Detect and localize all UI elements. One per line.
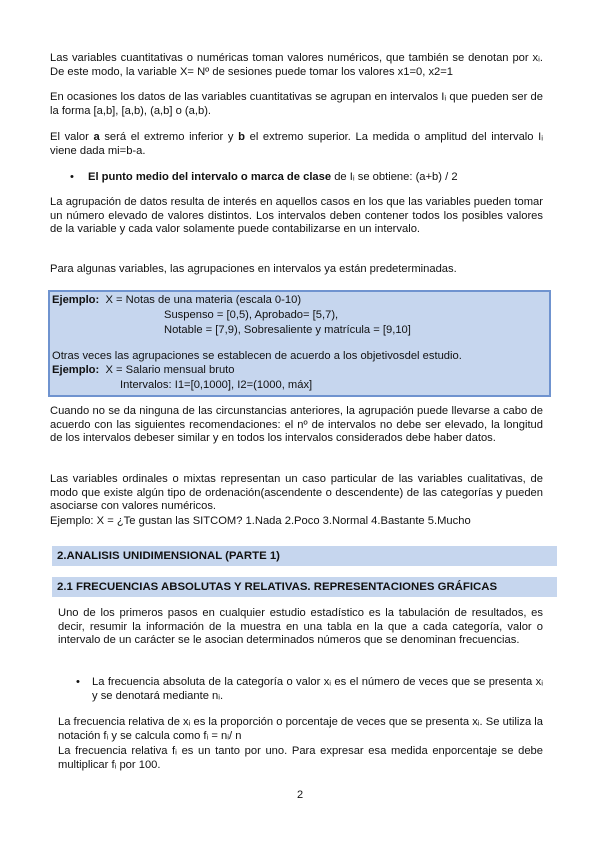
example-label: Ejemplo: (52, 294, 100, 306)
example-line-6: Intervalos: I1=[0,1000], I2=(1000, máx] (120, 379, 313, 391)
paragraph-tabulacion: Uno de los primeros pasos en cualquier estudio estadístico es la tabulación de resultados, es decir, resumir la información de la muestra en una tabla en la que a cada categoría, valor o intervalo de un carácter se le asocian determinados números que se denominan frecuencias. (58, 607, 543, 647)
page-number: 2 (296, 789, 304, 801)
paragraph-tanto-por-uno: La frecuencia relativa fᵢ es un tanto por uno. Para expresar esa medida enporcentaje se debe multiplicar fᵢ por 100. (58, 745, 543, 771)
paragraph-variables-cuantitativas: Las variables cuantitativas o numéricas toman valores numéricos, que también se denotan por xᵢ. De este modo, la variable X= Nº de sesiones puede tomar los valores x1=0, x2=1 (50, 52, 543, 78)
bullet-text: de Iᵢ se obtiene: (a+b) / 2 (331, 171, 458, 183)
bold-b: b (238, 131, 245, 143)
bullet-frecuencia-absoluta: La frecuencia absoluta de la categoría o valor xᵢ es el número de veces que se presenta xᵢ y se denotará mediante nᵢ. (92, 676, 543, 702)
section-heading-frecuencias: 2.1 FRECUENCIAS ABSOLUTAS Y RELATIVAS. REPRESENTACIONES GRÁFICAS (52, 577, 557, 597)
bullet-bold-text: El punto medio del intervalo o marca de clase (88, 171, 332, 183)
example-label: Ejemplo: (52, 364, 100, 376)
example-line-5 (52, 364, 235, 378)
paragraph-predeterminadas: Para algunas variables, las agrupaciones en intervalos ya están predeterminadas. (50, 263, 457, 275)
example-line-3: Notable = [7,9), Sobresaliente y matrícula = [9,10] (164, 324, 411, 336)
text-fragment: será el extremo inferior y (99, 131, 239, 143)
paragraph-ejemplo-sitcom: Ejemplo: X = ¿Te gustan las SITCOM? 1.Nada 2.Poco 3.Normal 4.Bastante 5.Mucho (50, 515, 471, 527)
bullet-punto-medio (88, 171, 548, 185)
paragraph-recomendaciones: Cuando no se da ninguna de las circunstancias anteriores, la agrupación puede llevarse a cabo de acuerdo con las siguientes recomendaciones: el nº de intervalos no debe ser elevado, la longitud de los intervalos debeser similar y en todos los intervalos considerados debe haber datos. (50, 405, 543, 445)
paragraph-agrupacion: La agrupación de datos resulta de interés en aquellos casos en los que las variables pueden tomar un número elevado de valores distintos. Los intervalos deben contener todos los posibles valores de la variable y cada valor solamente puede contabilizarse en un intervalo. (50, 196, 543, 236)
example-text: X = Notas de una materia (escala 0-10) (105, 294, 302, 306)
paragraph-ordinales: Las variables ordinales o mixtas representan un caso particular de las variables cualitativas, de modo que existe algún tipo de ordenación(ascendente o descendente) de las categorías y pueden asociarse con valores numéricos. (50, 473, 543, 513)
bold-a: a (93, 131, 100, 143)
example-text: X = Salario mensual bruto (105, 364, 235, 376)
paragraph-intervalos: En ocasiones los datos de las variables cuantitativas se agrupan en intervalos Iᵢ que pueden ser de la forma [a,b], [a,b), (a,b] o (a,b). (50, 91, 543, 117)
text-fragment: el extremo superior. La medida o amplitud del intervalo Iᵢ viene dada mi=b-a. (50, 131, 543, 157)
example-line-1 (52, 294, 301, 308)
paragraph-frecuencia-relativa: La frecuencia relativa de xᵢ es la proporción o porcentaje de veces que se presenta xᵢ. Se utiliza la notación fᵢ y se calcula como fᵢ = nᵢ/ n (58, 716, 543, 742)
paragraph-extremos (50, 131, 543, 158)
bullet-dot-icon: • (70, 171, 74, 183)
example-box (48, 290, 551, 397)
bullet-dot-icon: • (76, 676, 80, 688)
text-fragment: El valor (50, 131, 94, 143)
section-heading-analisis: 2.ANALISIS UNIDIMENSIONAL (PARTE 1) (52, 546, 557, 566)
example-line-2: Suspenso = [0,5), Aprobado= [5,7), (164, 309, 339, 321)
example-line-4: Otras veces las agrupaciones se establecen de acuerdo a los objetivosdel estudio. (52, 350, 462, 362)
